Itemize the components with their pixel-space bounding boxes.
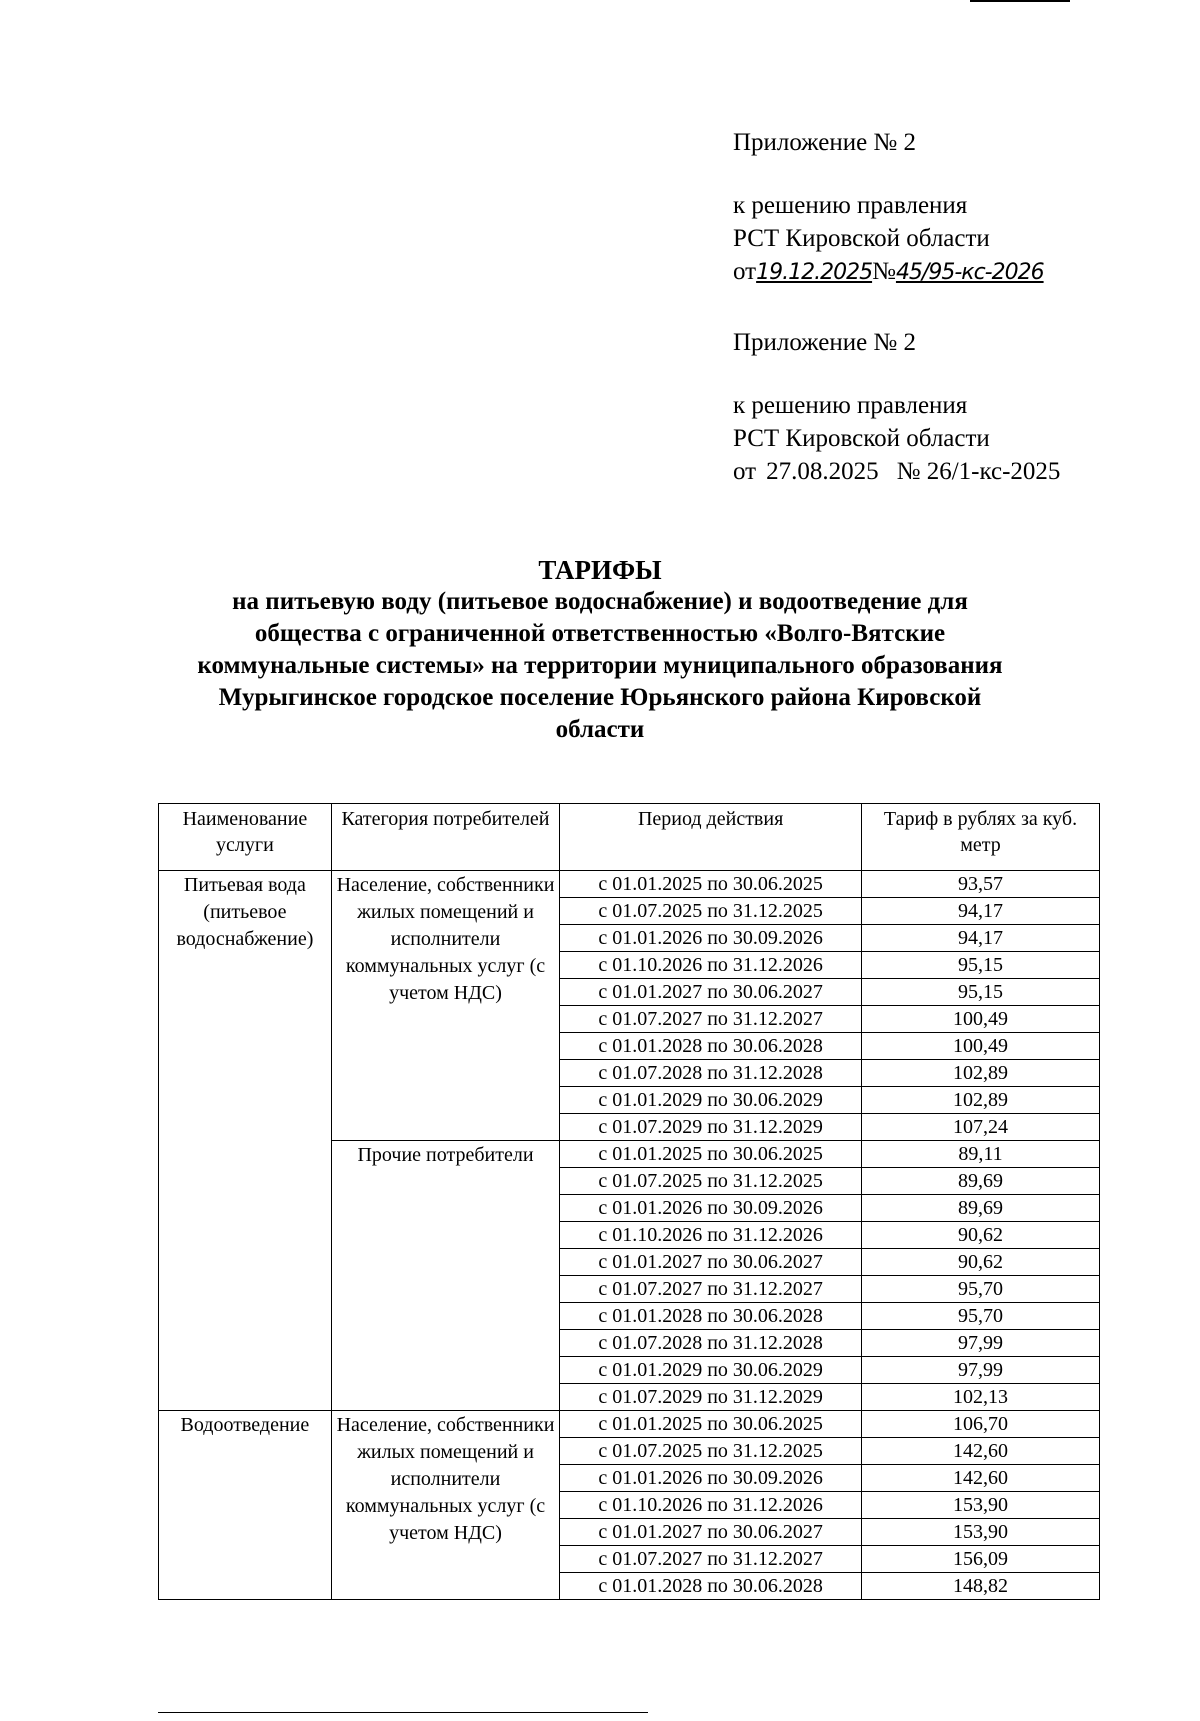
tariff-cell: 95,15 bbox=[862, 952, 1100, 979]
tariff-cell: 95,70 bbox=[862, 1276, 1100, 1303]
period-cell: с 01.01.2027 по 30.06.2027 bbox=[560, 1249, 862, 1276]
handwritten-number: 45/95-кс-2026 bbox=[895, 260, 1044, 285]
tariff-cell: 107,24 bbox=[862, 1114, 1100, 1141]
period-cell: с 01.01.2026 по 30.09.2026 bbox=[560, 1465, 862, 1492]
period-cell: с 01.01.2026 по 30.09.2026 bbox=[560, 925, 862, 952]
decision-number: № 26/1-кс-2025 bbox=[896, 458, 1061, 485]
tariff-cell: 102,89 bbox=[862, 1060, 1100, 1087]
period-cell: с 01.01.2029 по 30.06.2029 bbox=[560, 1357, 862, 1384]
title-line: на питьевую воду (питьевое водоснабжение) и водоотведение для bbox=[232, 588, 968, 615]
period-cell: с 01.01.2028 по 30.06.2028 bbox=[560, 1573, 862, 1600]
period-cell: с 01.01.2028 по 30.06.2028 bbox=[560, 1033, 862, 1060]
tariff-cell: 90,62 bbox=[862, 1249, 1100, 1276]
from-prefix: от bbox=[733, 258, 757, 285]
service-cell: Водоотведение bbox=[159, 1411, 332, 1600]
tariff-cell: 97,99 bbox=[862, 1357, 1100, 1384]
decision-line-1: к решению правления bbox=[733, 192, 968, 219]
period-cell: с 01.01.2027 по 30.06.2027 bbox=[560, 1519, 862, 1546]
period-cell: с 01.01.2027 по 30.06.2027 bbox=[560, 979, 862, 1006]
tariff-cell: 153,90 bbox=[862, 1519, 1100, 1546]
period-cell: с 01.01.2029 по 30.06.2029 bbox=[560, 1087, 862, 1114]
table-row bbox=[159, 1411, 1100, 1438]
from-prefix: от bbox=[733, 458, 757, 485]
tariff-cell: 89,69 bbox=[862, 1195, 1100, 1222]
period-cell: с 01.07.2028 по 31.12.2028 bbox=[560, 1060, 862, 1087]
period-cell: с 01.07.2025 по 31.12.2025 bbox=[560, 1168, 862, 1195]
title-line: Мурыгинское городское поселение Юрьянского района Кировской bbox=[218, 684, 982, 711]
decision-line-2: РСТ Кировской области bbox=[733, 225, 990, 252]
tariff-cell: 89,11 bbox=[862, 1141, 1100, 1168]
appendix-title: Приложение № 2 bbox=[733, 329, 917, 356]
category-cell: Население, собственники жилых помещений и исполнители коммунальных услуг (с учетом НДС) bbox=[331, 1411, 559, 1600]
decision-line-2: РСТ Кировской области bbox=[733, 425, 990, 452]
tariff-cell: 148,82 bbox=[862, 1573, 1100, 1600]
table-header-row bbox=[159, 804, 1100, 871]
title-line: области bbox=[555, 716, 645, 743]
number-sign: № bbox=[872, 258, 896, 285]
period-cell: с 01.07.2029 по 31.12.2029 bbox=[560, 1114, 862, 1141]
tariff-cell: 100,49 bbox=[862, 1033, 1100, 1060]
period-cell: с 01.01.2028 по 30.06.2028 bbox=[560, 1303, 862, 1330]
decision-date-line bbox=[733, 255, 1044, 289]
category-cell: Население, собственники жилых помещений и исполнители коммунальных услуг (с учетом НДС) bbox=[331, 871, 559, 1141]
title-line: коммунальные системы» на территории муниципального образования bbox=[197, 652, 1003, 679]
handwritten-date: 19.12.2025 bbox=[756, 260, 873, 285]
table-row bbox=[159, 871, 1100, 898]
document-title bbox=[160, 554, 1040, 746]
bottom-divider bbox=[158, 1712, 648, 1713]
decision-date: 27.08.2025 bbox=[766, 458, 879, 485]
period-cell: с 01.07.2025 по 31.12.2025 bbox=[560, 898, 862, 925]
period-cell: с 01.07.2027 по 31.12.2027 bbox=[560, 1006, 862, 1033]
tariff-cell: 94,17 bbox=[862, 898, 1100, 925]
period-cell: с 01.10.2026 по 31.12.2026 bbox=[560, 1492, 862, 1519]
decision-line-1: к решению правления bbox=[733, 392, 968, 419]
period-cell: с 01.07.2029 по 31.12.2029 bbox=[560, 1384, 862, 1411]
header-period: Период действия bbox=[560, 804, 862, 871]
period-cell: с 01.07.2028 по 31.12.2028 bbox=[560, 1330, 862, 1357]
tariff-cell: 106,70 bbox=[862, 1411, 1100, 1438]
title-line: общества с ограниченной ответственностью «Волго-Вятские bbox=[254, 620, 946, 647]
tariff-cell: 153,90 bbox=[862, 1492, 1100, 1519]
period-cell: с 01.10.2026 по 31.12.2026 bbox=[560, 952, 862, 979]
tariff-cell: 90,62 bbox=[862, 1222, 1100, 1249]
tariff-cell: 102,13 bbox=[862, 1384, 1100, 1411]
title-main: ТАРИФЫ bbox=[538, 555, 662, 585]
tariff-cell: 142,60 bbox=[862, 1438, 1100, 1465]
tariff-cell: 93,57 bbox=[862, 871, 1100, 898]
period-cell: с 01.07.2027 по 31.12.2027 bbox=[560, 1546, 862, 1573]
period-cell: с 01.10.2026 по 31.12.2026 bbox=[560, 1222, 862, 1249]
appendix-header-1 bbox=[733, 126, 1044, 289]
period-cell: с 01.01.2025 по 30.06.2025 bbox=[560, 1141, 862, 1168]
header-category: Категория потребителей bbox=[331, 804, 559, 871]
appendix-header-2 bbox=[733, 326, 1060, 488]
decision-date-line bbox=[733, 455, 1060, 488]
period-cell: с 01.01.2025 по 30.06.2025 bbox=[560, 1411, 862, 1438]
period-cell: с 01.07.2025 по 31.12.2025 bbox=[560, 1438, 862, 1465]
tariff-cell: 102,89 bbox=[862, 1087, 1100, 1114]
tariff-cell: 95,70 bbox=[862, 1303, 1100, 1330]
period-cell: с 01.01.2026 по 30.09.2026 bbox=[560, 1195, 862, 1222]
top-edge-line bbox=[970, 0, 1070, 2]
service-cell: Питьевая вода (питьевое водоснабжение) bbox=[159, 871, 332, 1411]
period-cell: с 01.01.2025 по 30.06.2025 bbox=[560, 871, 862, 898]
header-service: Наименование услуги bbox=[159, 804, 332, 871]
period-cell: с 01.07.2027 по 31.12.2027 bbox=[560, 1276, 862, 1303]
appendix-title: Приложение № 2 bbox=[733, 129, 917, 156]
header-tariff: Тариф в рублях за куб. метр bbox=[862, 804, 1100, 871]
tariff-cell: 95,15 bbox=[862, 979, 1100, 1006]
tariff-cell: 142,60 bbox=[862, 1465, 1100, 1492]
tariffs-table bbox=[158, 803, 1100, 1600]
tariff-cell: 100,49 bbox=[862, 1006, 1100, 1033]
tariff-cell: 156,09 bbox=[862, 1546, 1100, 1573]
tariff-cell: 94,17 bbox=[862, 925, 1100, 952]
tariff-cell: 89,69 bbox=[862, 1168, 1100, 1195]
category-cell: Прочие потребители bbox=[331, 1141, 559, 1411]
tariff-cell: 97,99 bbox=[862, 1330, 1100, 1357]
